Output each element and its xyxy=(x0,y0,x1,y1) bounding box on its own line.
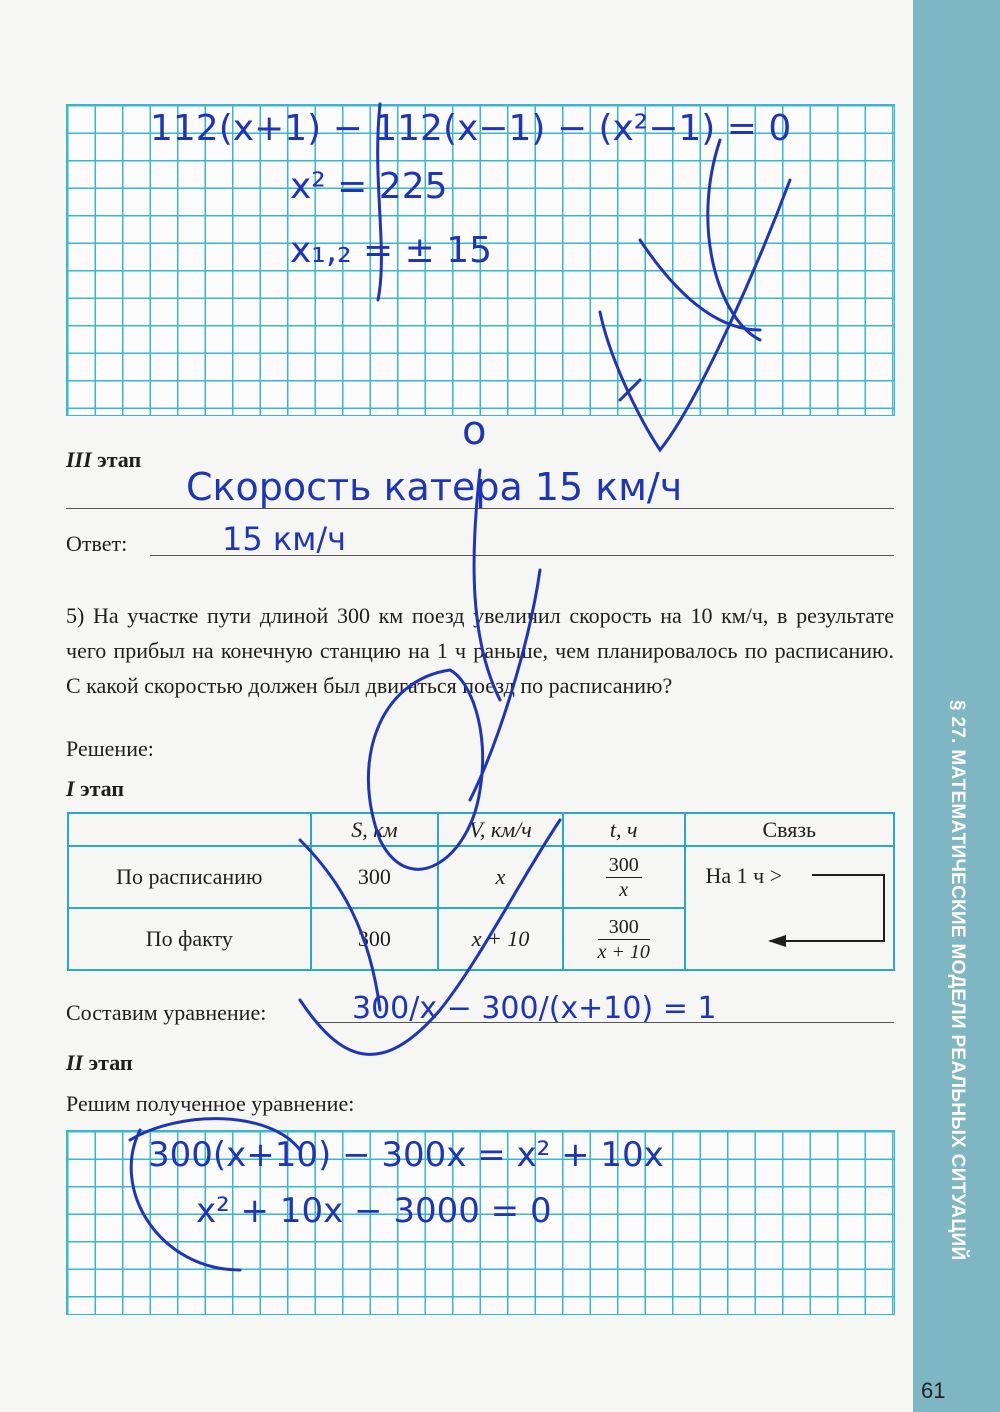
page-number: 61 xyxy=(921,1378,946,1403)
hand-bottom-eq1: 300(x+10) − 300x = x² + 10x xyxy=(148,1135,664,1175)
row-fact-t: $\frac{300}{x + 10}$ xyxy=(563,908,685,970)
problem-text: 5) На участке пути длиной 300 км поезд увеличил скорость на 10 км/ч, в результате чего прибыл на конечную станцию на 1 ч раньше, чем планировалось по расписанию. С какой скоростью должен был двигаться поезд по расписанию? xyxy=(66,603,894,698)
bottom-grid-area xyxy=(66,1130,895,1315)
row-schedule-t: $\frac{300}{x}$ xyxy=(563,846,685,908)
stage-1-heading: I этап xyxy=(66,776,125,801)
compose-label: Составим уравнение: xyxy=(66,1000,267,1025)
hand-top-eq1: 112(x+1) − 112(x−1) − (x²−1) = 0 xyxy=(150,108,792,149)
link-cell xyxy=(685,846,894,970)
header-v: V, км/ч xyxy=(438,813,563,846)
answer-line xyxy=(150,555,894,556)
header-t: t, ч xyxy=(563,813,685,846)
row-schedule-s: 300 xyxy=(311,846,439,908)
stage-3-heading: III этап xyxy=(66,447,142,472)
compose-line xyxy=(316,1022,894,1023)
row-schedule-v: x xyxy=(438,846,563,908)
chapter-title: § 27. МАТЕМАТИЧЕСКИЕ МОДЕЛИ РЕАЛЬНЫХ СИТУАЦИЙ xyxy=(947,700,968,1261)
stage-2-heading: II этап xyxy=(66,1050,133,1075)
hand-top-eq3: x₁,₂ = ± 15 xyxy=(290,230,493,271)
solution-label: Решение: xyxy=(66,736,154,761)
row-fact-v: x + 10 xyxy=(438,908,563,970)
header-s: S, км xyxy=(311,813,439,846)
hand-bottom-eq2: x² + 10x − 3000 = 0 xyxy=(196,1191,552,1231)
link-text: На 1 ч > xyxy=(705,863,783,888)
row-fact-label: По факту xyxy=(68,908,311,970)
stage-3-line xyxy=(66,508,894,509)
solve-label: Решим полученное уравнение: xyxy=(66,1091,355,1116)
top-grid-area xyxy=(66,104,895,416)
hand-stage3-text: Скорость катера 15 км/ч xyxy=(186,465,683,509)
hand-mark: o xyxy=(462,408,487,454)
header-empty xyxy=(68,813,311,846)
answer-label: Ответ: xyxy=(66,531,128,556)
hand-equation: 300/x − 300/(x+10) = 1 xyxy=(352,991,717,1026)
hand-top-eq2: x² = 225 xyxy=(290,166,448,207)
header-link: Связь xyxy=(685,813,894,846)
row-fact-s: 300 xyxy=(311,908,439,970)
hand-answer-text: 15 км/ч xyxy=(222,520,347,558)
model-table xyxy=(67,812,895,971)
row-schedule-label: По расписанию xyxy=(68,846,311,908)
